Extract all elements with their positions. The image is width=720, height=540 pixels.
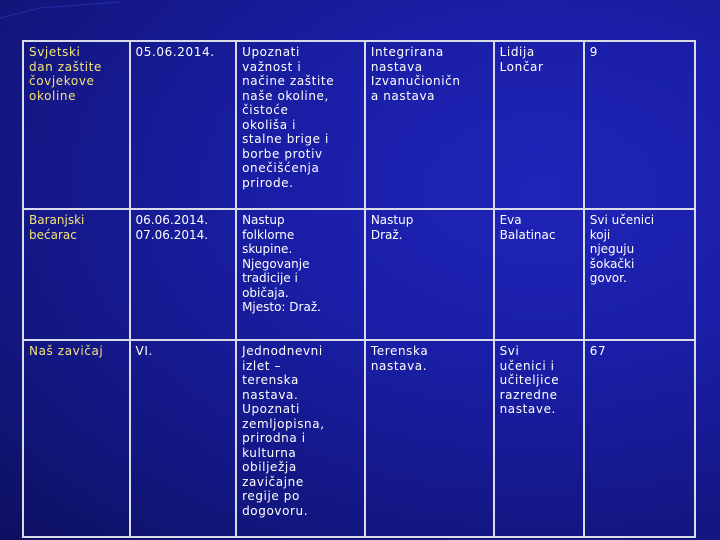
responsible-cell: Lidija Lončar xyxy=(494,41,584,209)
method-cell: Terenska nastava. xyxy=(365,340,494,537)
participants-cell: 9 xyxy=(584,41,695,209)
method-cell: Integrirana nastava Izvanučioničn a nastava xyxy=(365,41,494,209)
goal-cell: Jednodnevni izlet – terenska nastava. Upoznati zemljopisna, prirodna i kulturna obilježja zavičajne regije po dogovoru. xyxy=(236,340,365,537)
activity-cell: Naš zavičaj xyxy=(23,340,130,537)
participants-cell: 67 xyxy=(584,340,695,537)
method-cell: Nastup Draž. xyxy=(365,209,494,340)
responsible-cell: Eva Balatinac xyxy=(494,209,584,340)
activity-cell: Baranjski bećarac xyxy=(23,209,130,340)
goal-cell: Nastup folklorne skupine. Njegovanje tradicije i običaja. Mjesto: Draž. xyxy=(236,209,365,340)
date-cell: VI. xyxy=(130,340,237,537)
schedule-table xyxy=(22,40,696,538)
table-row xyxy=(23,340,695,537)
participants-cell: Svi učenici koji njeguju šokački govor. xyxy=(584,209,695,340)
responsible-cell: Svi učenici i učiteljice razredne nastave. xyxy=(494,340,584,537)
date-cell: 05.06.2014. xyxy=(130,41,237,209)
activity-cell: Svjetski dan zaštite čovjekove okoline xyxy=(23,41,130,209)
table-row xyxy=(23,209,695,340)
table-row xyxy=(23,41,695,209)
date-cell: 06.06.2014. 07.06.2014. xyxy=(130,209,237,340)
goal-cell: Upoznati važnost i načine zaštite naše okoline, čistoće okoliša i stalne brige i borbe protiv onečišćenja prirode. xyxy=(236,41,365,209)
